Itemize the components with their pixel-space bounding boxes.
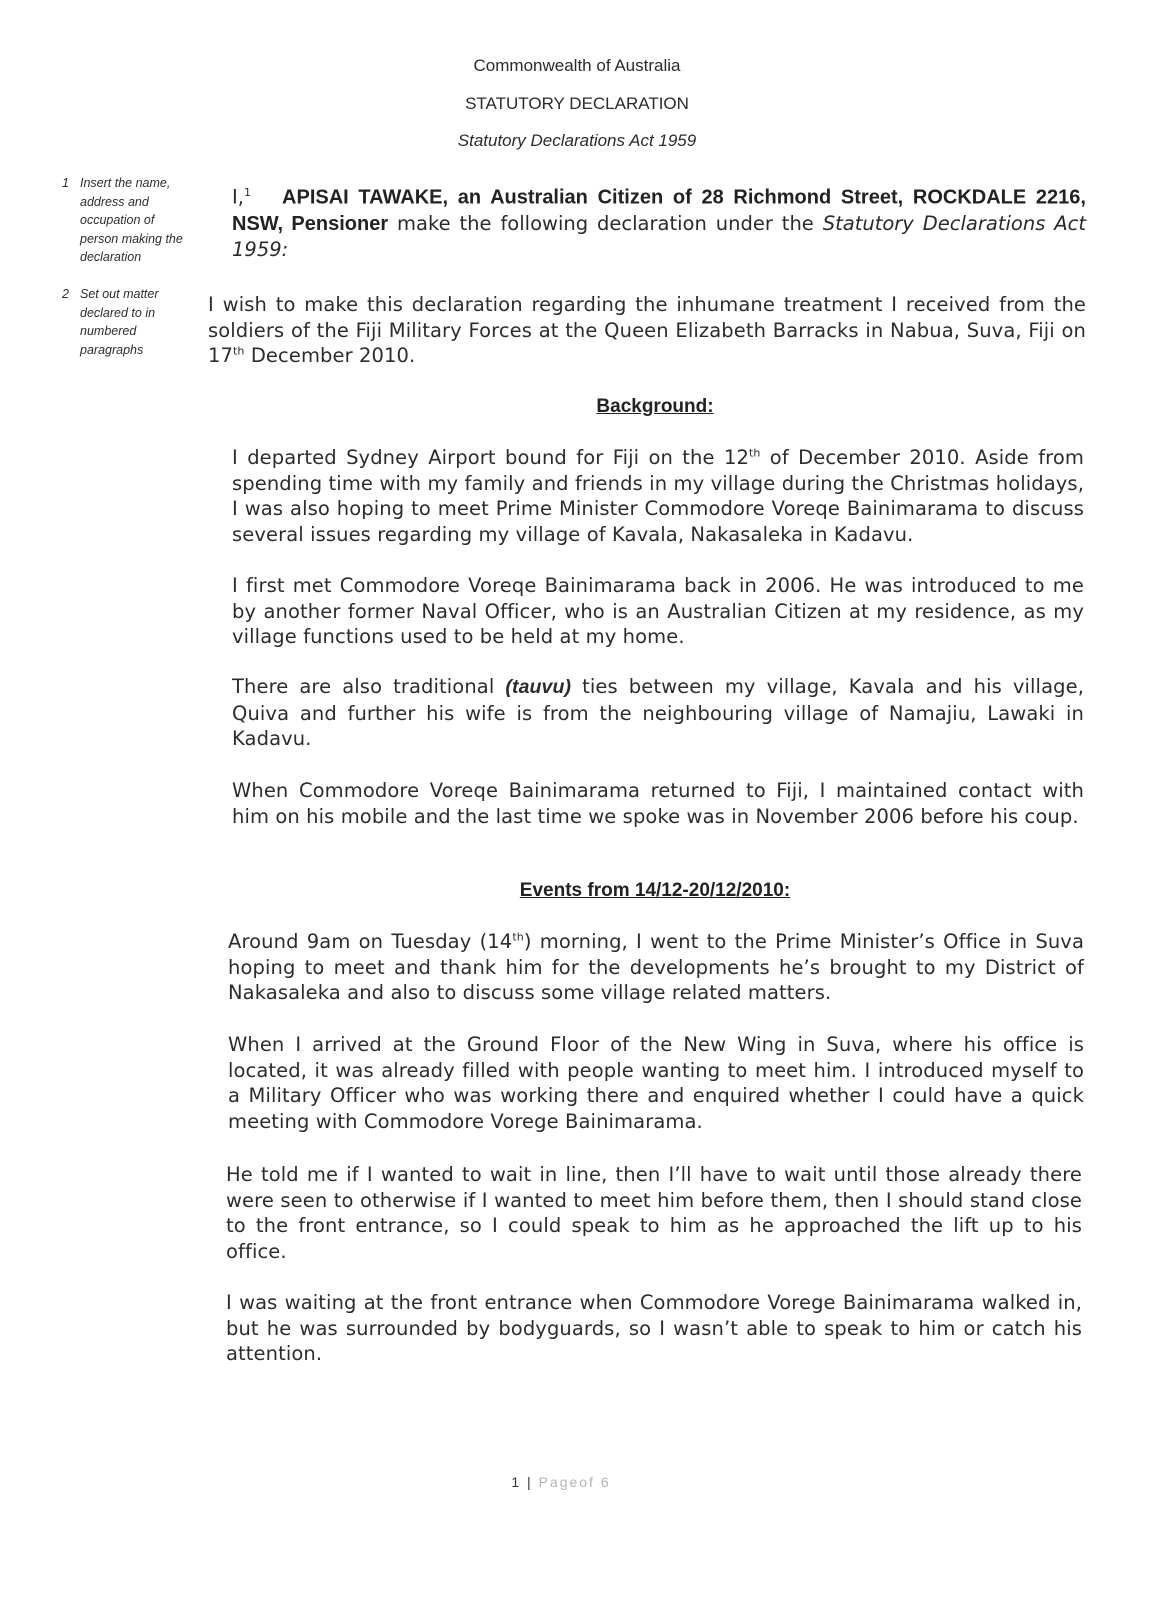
page-total: 6 xyxy=(600,1474,611,1490)
events-paragraph-1 xyxy=(228,929,1084,1006)
page-label: Pageof xyxy=(538,1474,595,1490)
section-heading-events: Events from 14/12-20/12/2010: xyxy=(519,880,791,901)
intro-text: I wish to make this declaration regarding the inhumane treatment I received from the soldiers of the Fiji Military Forces at the Queen Elizabeth Barracks in Nabua, Suva, Fiji on 17 xyxy=(208,293,1086,367)
declarant-statement xyxy=(232,180,1086,263)
paragraph-text: ties between my village, Kavala and his village, Quiva and further his wife is from the neighbouring village of Namajiu, Lawaki in Kadavu. xyxy=(232,675,1084,750)
ordinal-suffix: th xyxy=(748,446,761,460)
events-paragraph-2: When I arrived at the Ground Floor of the New Wing in Suva, where his office is located, it was already filled with people wanting to meet him. I introduced myself to a Military Officer who was working there and enquired whether I could have a quick meeting with Commodore Vorege Bainimarama. xyxy=(228,1033,1084,1133)
margin-note-1 xyxy=(62,174,187,267)
events-paragraph-4: I was waiting at the front entrance when Commodore Vorege Bainimarama walked in, but he was surrounded by bodyguards, so I wasn’t able to speak to him or catch his attention. xyxy=(226,1291,1082,1365)
ordinal-suffix: th xyxy=(512,930,524,944)
declaration-act: Statutory Declarations Act 1959: xyxy=(232,211,1086,261)
background-paragraph-4: When Commodore Voreqe Bainimarama returned to Fiji, I maintained contact with him on his mobile and the last time we spoke was in November 2006 before his coup. xyxy=(232,779,1084,828)
paragraph-text: There are also traditional xyxy=(232,675,506,698)
background-paragraph-2: I first met Commodore Voreqe Bainimarama back in 2006. He was introduced to me by another former Naval Officer, who is an Australian Citizen at my residence, as my village functions used to be held at my home. xyxy=(232,574,1084,648)
header-act: Statutory Declarations Act 1959 xyxy=(457,131,697,150)
margin-note-number: 2 xyxy=(62,287,69,301)
page-number: 1 xyxy=(511,1474,522,1490)
paragraph-text: ) morning, I went to the Prime Minister’s Office in Suva hoping to meet and thank him for the developments he’s brought to my District of Nakasaleka and also to discuss some village related matters. xyxy=(228,930,1084,1004)
background-paragraph-1 xyxy=(232,445,1084,547)
intro-text-end: December 2010. xyxy=(244,344,416,367)
background-paragraph-3 xyxy=(232,674,1084,752)
declaration-middle: make the following declaration under the xyxy=(388,211,823,235)
paragraph-text: I departed Sydney Airport bound for Fiji on the 12 xyxy=(232,446,749,469)
declaration-prefix: I, xyxy=(232,185,244,209)
paragraph-text: of December 2010. Aside from spending time with my family and friends in my village during the Christmas holidays, I was also hoping to meet Prime Minister Commodore Voreqe Bainimarama to discuss several issues regarding my village of Kavala, Nakasaleka in Kadavu. xyxy=(232,446,1084,546)
margin-note-number: 1 xyxy=(62,176,69,190)
paragraph-text: Around 9am on Tuesday (14 xyxy=(228,930,513,953)
margin-note-text: Set out matter declared to in numbered paragraphs xyxy=(80,287,159,357)
margin-note-text: Insert the name, address and occupation of person making the declaration xyxy=(80,176,183,264)
ordinal-suffix: th xyxy=(233,344,245,358)
header-country: Commonwealth of Australia xyxy=(473,56,681,75)
header-title: STATUTORY DECLARATION xyxy=(465,94,689,113)
footnote-marker: 1 xyxy=(243,186,251,199)
page-footer xyxy=(0,1474,1122,1490)
declarant-details: APISAI TAWAKE, an Australian Citizen of 28 Richmond Street, ROCKDALE 2216, NSW, Pensioner xyxy=(232,186,1086,235)
events-paragraph-3: He told me if I wanted to wait in line, then I’ll have to wait until those already there were seen to otherwise if I wanted to meet him before them, then I should stand close to the front entrance, so I could speak to him as he approached the lift up to his office. xyxy=(226,1163,1082,1263)
intro-paragraph xyxy=(208,292,1086,369)
tauvu-term: (tauvu) xyxy=(505,676,572,698)
section-heading-background: Background: xyxy=(596,396,714,417)
footer-separator: | xyxy=(527,1474,533,1490)
margin-note-2 xyxy=(62,285,187,359)
